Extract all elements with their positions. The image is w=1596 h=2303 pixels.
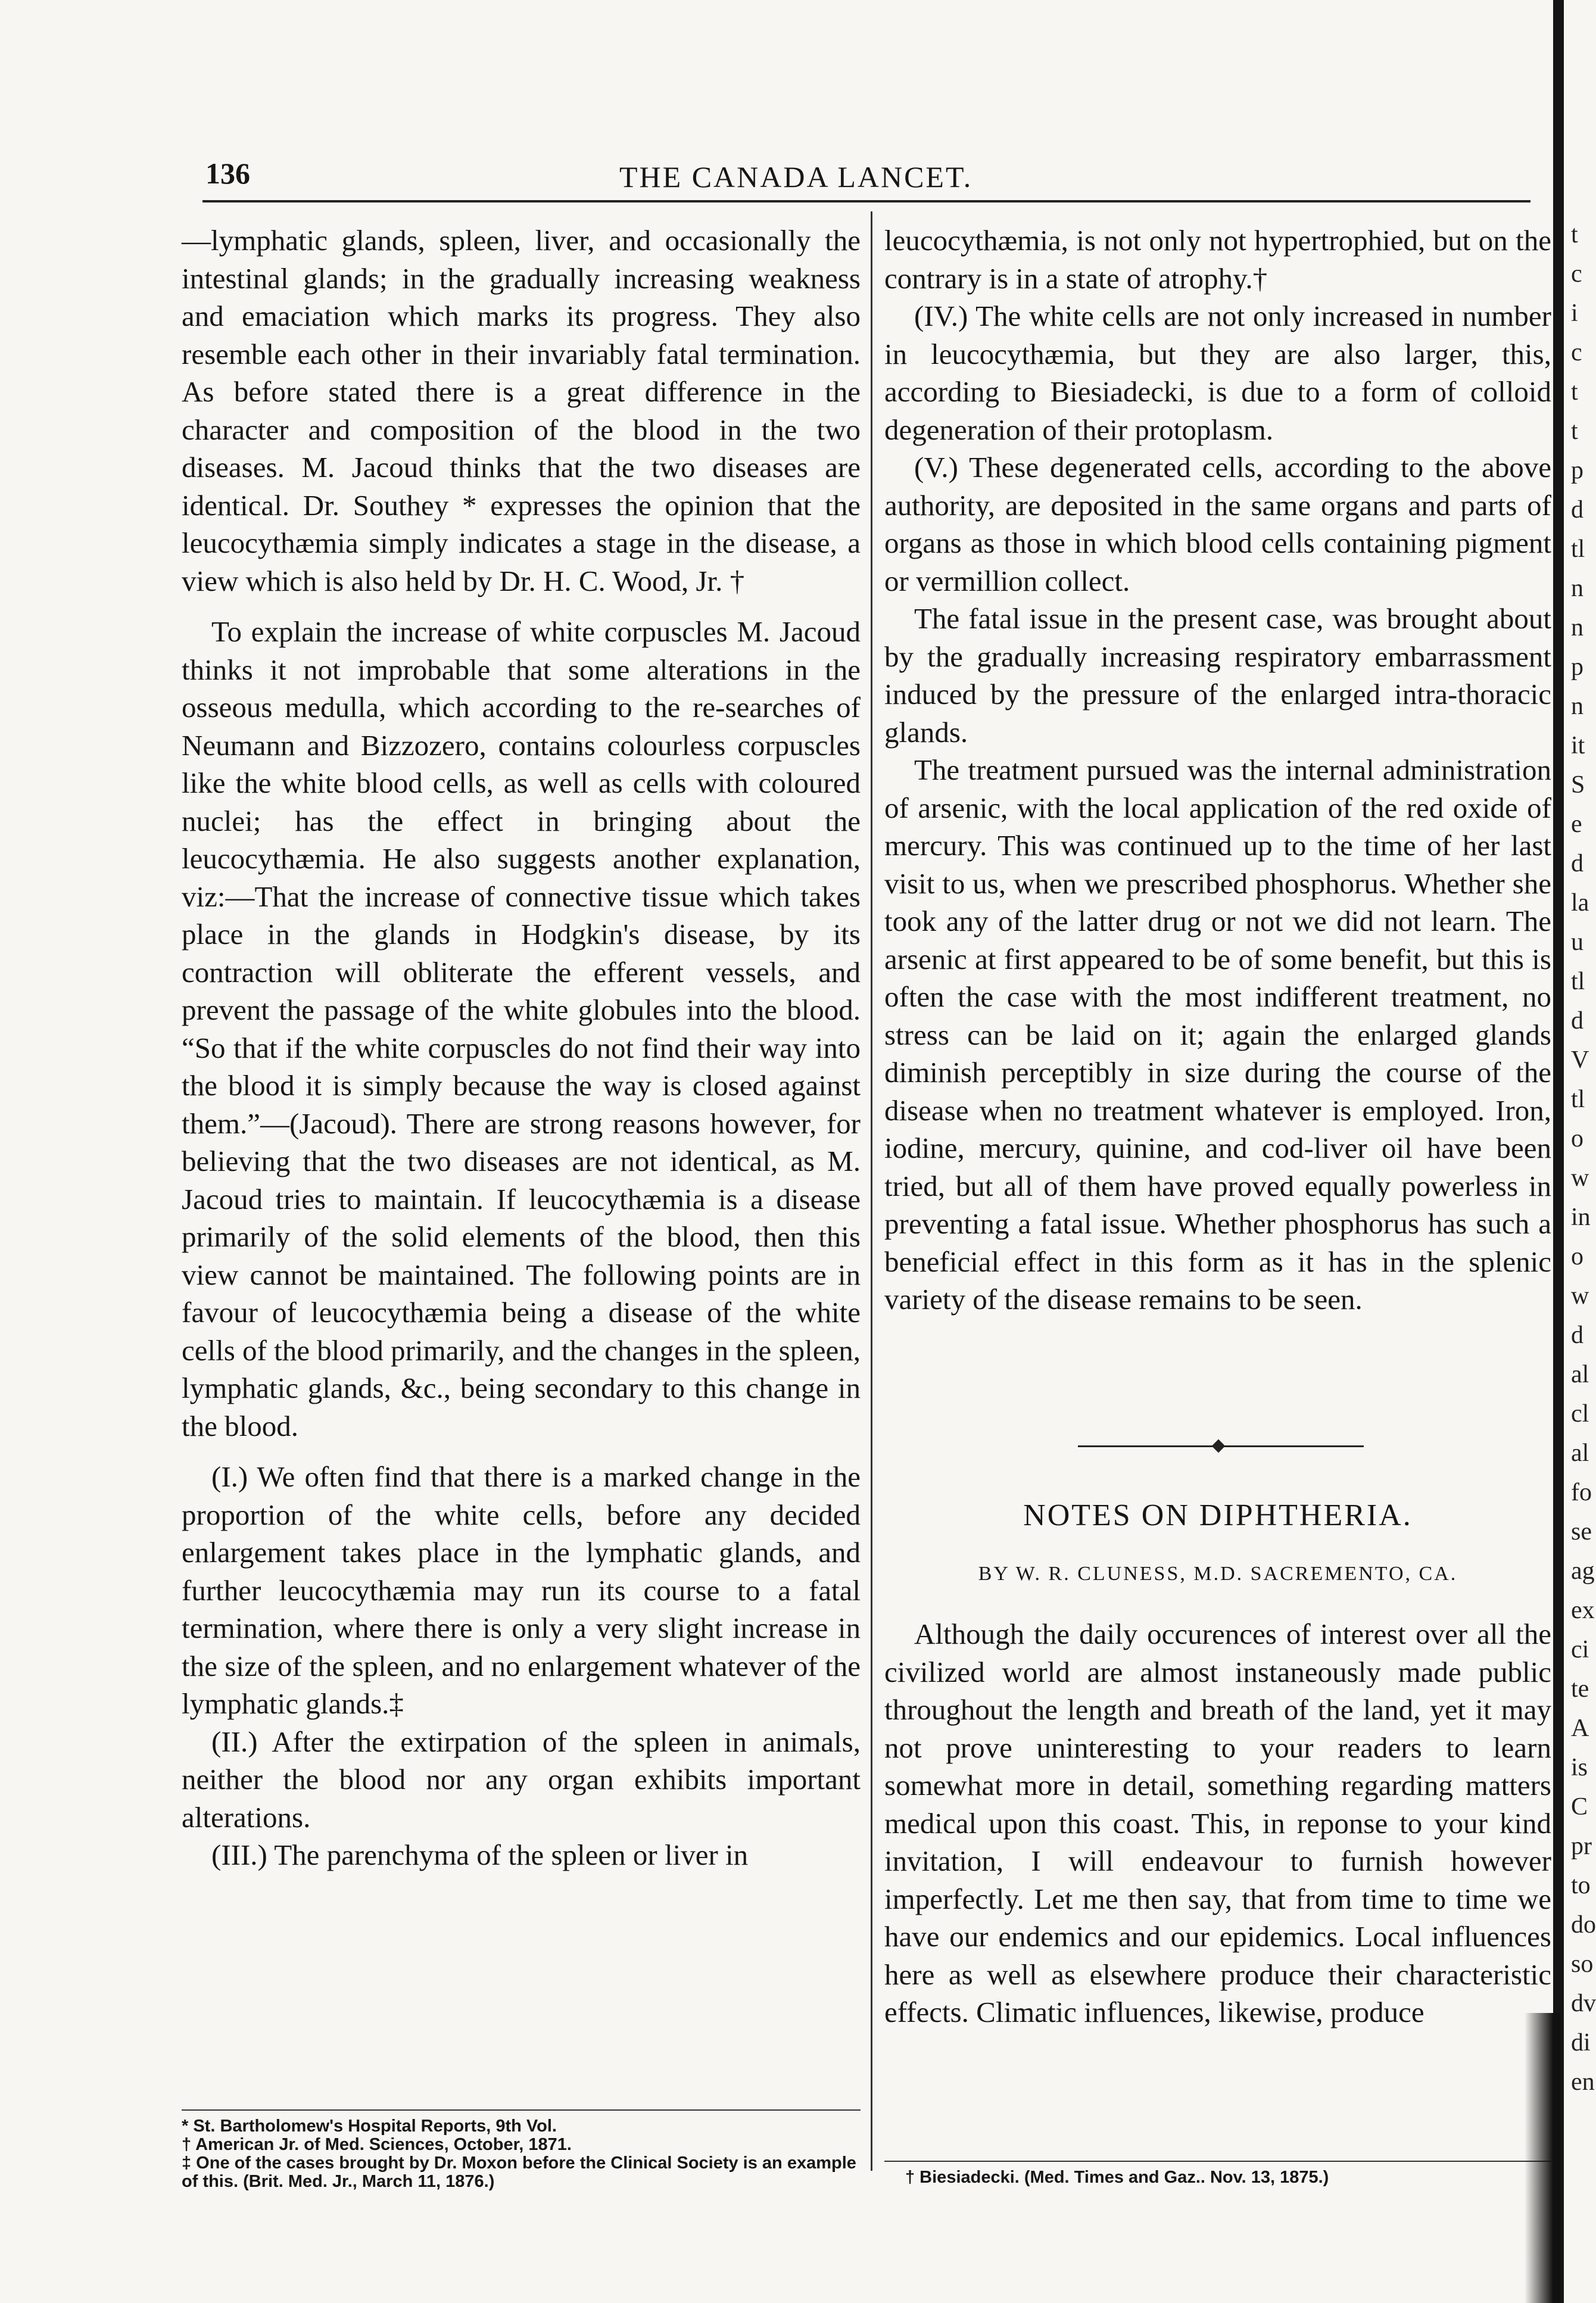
adjacent-page-fragment: se (1571, 1518, 1592, 1545)
adjacent-page-fragment: al (1571, 1361, 1589, 1388)
adjacent-page-fragment: tl (1571, 1086, 1585, 1113)
adjacent-page-fragment: V (1571, 1046, 1589, 1074)
adjacent-page-fragment: A (1571, 1715, 1589, 1742)
adjacent-page-fragment: p (1571, 457, 1583, 484)
footnote-rule (884, 2161, 1551, 2162)
footnote: ‡ One of the cases brought by Dr. Moxon before the Clinical Society is an example of this. (Brit. Med. Jr., March 11, 1876.) (182, 2154, 856, 2191)
adjacent-page-fragment: tl (1571, 968, 1585, 995)
adjacent-page-fragment: do (1571, 1911, 1596, 1939)
adjacent-page-fragment: i (1571, 300, 1578, 327)
paragraph: (V.) These degenerated cells, according to the above authority, are deposited in the same organs and parts of organs as those in which blood cells containing pigment or vermillion collect. (884, 451, 1551, 597)
adjacent-page-fragment: dv (1571, 1990, 1596, 2017)
paragraph: (III.) The parenchyma of the spleen or liver in (211, 1838, 749, 1871)
adjacent-page-fragment: tl (1571, 535, 1585, 563)
adjacent-page-fragment: o (1571, 1243, 1583, 1270)
paragraph: To explain the increase of white corpuscles M. Jacoud thinks it not improbable that some alterations in the osseous medulla, which according to the re-searches of Neumann and Bizzozero, contains colourless corpuscles like the white blood cells, as well as cells with coloured nuclei; has the effect in bringing about the leucocythæmia. He also suggests another explanation, viz:—That the increase of connective tissue which takes place in the glands in Hodgkin's disease, by its contraction will obliterate the efferent vessels, and prevent the passage of the white globules into the blood. “So that if the white corpuscles do not find their way into the blood it is simply because the way is closed against them.”—(Jacoud). There are strong reasons however, for believing that the two diseases are not identical, as M. Jacoud tries to maintain. If leucocythæmia is a disease primarily of the solid elements of the blood, then this view cannot be maintained. The following points are in favour of leucocythæmia being a disease of the white cells of the blood primarily, and the changes in the spleen, lymphatic glands, &c., being secondary to this change in the blood. (182, 615, 861, 1442)
section-ornament (1078, 1440, 1364, 1452)
adjacent-page-fragment: in (1571, 1204, 1591, 1231)
article-body (884, 1615, 1551, 2031)
adjacent-page-fragment: u (1571, 928, 1583, 956)
paragraph: The treatment pursued was the internal administration of arsenic, with the local application of the red oxide of mercury. This was continued up to the time of her last visit to us, when we prescribed phosphorus. Whether she took any of the latter drug or not we did not learn. The arsenic at first appeared to be of some benefit, but this is often the case with the most indifferent treatment, no stress can be laid on it; again the enlarged glands diminish perceptibly in size during the course of the disease when no treatment whatever is employed. Iron, iodine, mercury, quinine, and cod-liver oil have been tried, but all of them have proved equally powerless in preventing a fatal issue. Whether phosphorus has such a beneficial effect in this form as it has in the splenic variety of the disease remains to be seen. (884, 753, 1551, 1316)
adjacent-page-fragment: c (1571, 339, 1582, 366)
right-footnote: † Biesiadecki. (Med. Times and Gaz.. Nov. 13, 1875.) (905, 2168, 1329, 2187)
header-rule (202, 200, 1530, 202)
paragraph: The fatal issue in the present case, was brought about by the gradually increasing respiratory embarrassment induced by the pressure of the enlarged intra-thoracic glands. (884, 602, 1551, 749)
paragraph: (I.) We often find that there is a marked change in the proportion of the white cells, before any decided enlargement takes place in the lymphatic glands, and further leucocythæmia may run its course to a fatal termination, where there is only a very slight increase in the size of the spleen, and no enlargement whatever of the lymphatic glands.‡ (182, 1460, 861, 1720)
paragraph: —lymphatic glands, spleen, liver, and occasionally the intestinal glands; in the gradually increasing weakness and emaciation which marks its progress. They also resemble each other in their invariably fatal termination. As before stated there is a great difference in the character and composition of the blood in the two diseases. M. Jacoud thinks that the two diseases are identical. Dr. Southey * expresses the opinion that the leucocythæmia simply indicates a stage in the disease, a view which is also held by Dr. H. C. Wood, Jr. † (182, 224, 861, 597)
paragraph: Although the daily occurences of interest over all the civilized world are almost instaneously made public throughout the length and breath of the land, yet it may not prove uninteresting to your readers to learn somewhat more in detail, something regarding matters medical upon this coast. This, in reponse to your kind invitation, I will endeavour to furnish however imperfectly. Let me then say, that from time to time we have our endemics and our epidemics. Local influences here as well as elsewhere produce their characteristic effects. Climatic influences, likewise, produce (884, 1618, 1551, 2028)
left-column (182, 222, 861, 1874)
adjacent-page-fragment: te (1571, 1675, 1589, 1703)
paragraph: leucocythæmia, is not only not hypertrophied, but on the contrary is in a state of atrophy.† (884, 224, 1551, 295)
adjacent-page-fragment: d (1571, 1007, 1583, 1034)
adjacent-page-fragment: en (1571, 2068, 1595, 2096)
adjacent-page-fragment: is (1571, 1754, 1588, 1781)
binding-edge (1553, 0, 1564, 2303)
footnote: † American Jr. of Med. Sciences, October, 1871. (182, 2135, 572, 2154)
adjacent-page-fragment: w (1571, 1164, 1589, 1192)
adjacent-page-fragment: p (1571, 653, 1583, 681)
adjacent-page-fragment: d (1571, 1322, 1583, 1349)
adjacent-page-edge (1553, 0, 1596, 2303)
adjacent-page-fragment: to (1571, 1872, 1591, 1899)
adjacent-page-fragment: S (1571, 771, 1585, 799)
adjacent-page-fragment: d (1571, 496, 1583, 523)
footnote: * St. Bartholomew's Hospital Reports, 9th Vol. (182, 2117, 557, 2136)
adjacent-page-fragment: C (1571, 1793, 1588, 1821)
adjacent-page-fragment: e (1571, 811, 1582, 838)
adjacent-page-fragment: fo (1571, 1479, 1592, 1506)
adjacent-page-fragment: o (1571, 1125, 1583, 1152)
adjacent-page-fragment: so (1571, 1950, 1594, 1978)
adjacent-page-fragment: ex (1571, 1597, 1595, 1624)
adjacent-page-fragment: cl (1571, 1400, 1589, 1428)
column-divider (871, 211, 872, 2171)
adjacent-page-fragment: n (1571, 614, 1583, 641)
adjacent-page-fragment: n (1571, 693, 1583, 720)
footnote-rule (182, 2109, 861, 2111)
paragraph: (IV.) The white cells are not only increased in number in leucocythæmia, but they are also larger, this, according to Biesiadecki, is due to a form of colloid degeneration of their protoplasm. (884, 300, 1551, 446)
binding-shadow (1525, 2013, 1560, 2303)
page-number: 136 (205, 157, 250, 190)
article-byline: BY W. R. CLUNESS, M.D. SACREMENTO, CA. (978, 1563, 1458, 1585)
adjacent-page-fragment: di (1571, 2029, 1591, 2056)
adjacent-page-fragment: w (1571, 1282, 1589, 1310)
adjacent-page-fragment: n (1571, 575, 1583, 602)
right-column (884, 222, 1551, 1319)
running-title: THE CANADA LANCET. (619, 160, 973, 194)
adjacent-page-fragment: d (1571, 850, 1583, 877)
adjacent-page-fragment: ag (1571, 1557, 1595, 1585)
ornament-diamond-icon (1212, 1439, 1226, 1453)
adjacent-page-fragment: it (1571, 732, 1585, 759)
left-footnotes (182, 2117, 861, 2191)
adjacent-page-fragment: t (1571, 221, 1578, 248)
adjacent-page-fragment: pr (1571, 1833, 1592, 1860)
adjacent-page-fragment: al (1571, 1439, 1589, 1467)
article-title: NOTES ON DIPHTHERIA. (1023, 1498, 1413, 1532)
adjacent-page-fragment: la (1571, 889, 1589, 917)
adjacent-page-fragment: t (1571, 378, 1578, 406)
adjacent-page-fragment: ci (1571, 1636, 1589, 1663)
paragraph: (II.) After the extirpation of the spleen in animals, neither the blood nor any organ exhibits important alterations. (182, 1725, 861, 1834)
adjacent-page-fragment: t (1571, 417, 1578, 445)
adjacent-page-fragment: c (1571, 260, 1582, 288)
